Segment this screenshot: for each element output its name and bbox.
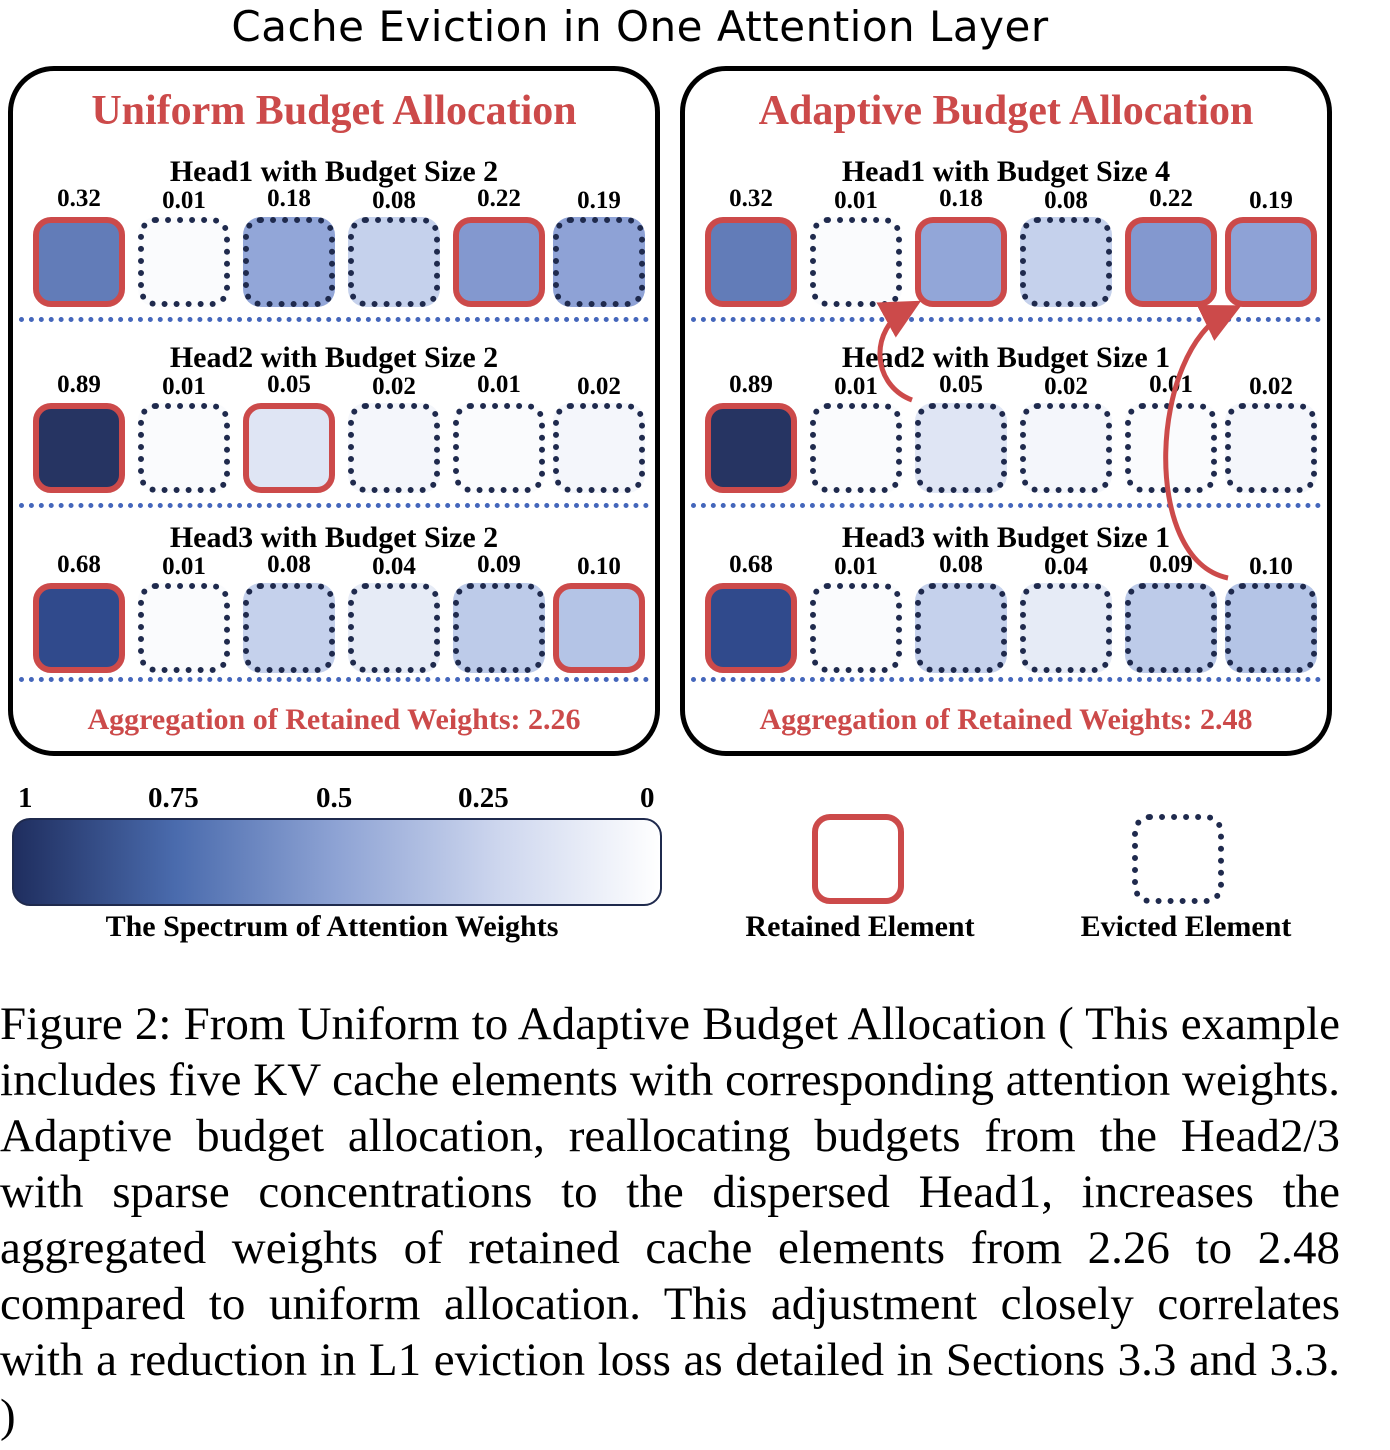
attention-weight-value: 0.01	[162, 553, 206, 580]
attention-weight-value: 0.01	[1149, 371, 1193, 398]
evicted-cache-element	[1125, 583, 1217, 673]
uniform-panel	[8, 66, 660, 756]
head1-label: Head1 with Budget Size 2	[169, 155, 499, 188]
evicted-cache-element	[453, 403, 545, 493]
attention-weight-value: 0.09	[1149, 551, 1193, 578]
attention-weight-value: 0.32	[57, 185, 101, 212]
attention-weight-value: 0.68	[729, 551, 773, 578]
evicted-cache-element	[915, 403, 1007, 493]
head2-label: Head2 with Budget Size 1	[841, 341, 1171, 374]
retained-cache-element	[1125, 217, 1217, 307]
evicted-legend-swatch	[1132, 814, 1224, 904]
evicted-cache-element	[1020, 217, 1112, 307]
head1-label: Head1 with Budget Size 4	[841, 155, 1171, 188]
attention-weight-value: 0.05	[939, 371, 983, 398]
attention-weight-value: 0.89	[57, 371, 101, 398]
head-separator	[691, 677, 1321, 682]
panel-title: Uniform Budget Allocation	[91, 88, 577, 134]
panel-title: Adaptive Budget Allocation	[758, 88, 1254, 134]
retained-cache-element	[33, 217, 125, 307]
evicted-cache-element	[348, 217, 440, 307]
head-separator	[19, 677, 649, 682]
head3-label: Head3 with Budget Size 2	[169, 521, 499, 554]
evicted-cache-element	[243, 583, 335, 673]
retained-cache-element	[705, 403, 797, 493]
attention-weight-value: 0.04	[372, 553, 416, 580]
attention-weight-value: 0.01	[834, 187, 878, 214]
attention-weight-value: 0.02	[1044, 373, 1088, 400]
attention-weight-value: 0.01	[162, 373, 206, 400]
head3-label: Head3 with Budget Size 1	[841, 521, 1171, 554]
attention-weight-value: 0.19	[577, 187, 621, 214]
attention-weight-value: 0.01	[162, 187, 206, 214]
retained-cache-element	[705, 583, 797, 673]
evicted-cache-element	[553, 217, 645, 307]
attention-weight-value: 0.68	[57, 551, 101, 578]
attention-weight-value: 0.01	[477, 371, 521, 398]
aggregation-label: Aggregation of Retained Weights: 2.48	[759, 703, 1253, 736]
attention-weight-value: 0.89	[729, 371, 773, 398]
attention-weight-value: 0.32	[729, 185, 773, 212]
attention-weight-value: 0.04	[1044, 553, 1088, 580]
figure-title: Cache Eviction in One Attention Layer	[231, 2, 1049, 51]
retained-cache-element	[453, 217, 545, 307]
attention-weight-value: 0.08	[939, 551, 983, 578]
evicted-cache-element	[138, 583, 230, 673]
attention-spectrum-bar	[12, 818, 662, 906]
attention-weight-value: 0.10	[577, 553, 621, 580]
evicted-cache-element	[1020, 403, 1112, 493]
retained-cache-element	[33, 583, 125, 673]
evicted-cache-element	[915, 583, 1007, 673]
retained-cache-element	[553, 583, 645, 673]
evicted-legend-label: Evicted Element	[1080, 910, 1292, 943]
attention-weight-value: 0.22	[477, 185, 521, 212]
attention-weight-value: 0.18	[267, 185, 311, 212]
evicted-cache-element	[453, 583, 545, 673]
spectrum-tick: 0.5	[316, 782, 353, 814]
attention-weight-value: 0.09	[477, 551, 521, 578]
evicted-cache-element	[810, 583, 902, 673]
spectrum-tick: 0	[640, 782, 655, 814]
adaptive-panel	[680, 66, 1332, 756]
attention-weight-value: 0.02	[1249, 373, 1293, 400]
figure-caption: Figure 2: From Uniform to Adaptive Budget Allocation ( This example includes five KV cache elements with corresponding attention weights. Adaptive budget allocation, reallocating budgets from the Head2/3 with sparse concentrations to the dispersed Head1, increases the aggregated weights of retained cache elements from 2.26 to 2.48 compared to uniform allocation. This adjustment closely correlates with a reduction in L1 eviction loss as detailed in Sections 3.3 and 3.3. )	[0, 998, 1340, 1442]
head2-label: Head2 with Budget Size 2	[169, 341, 499, 374]
head-separator	[691, 503, 1321, 508]
attention-weight-value: 0.02	[577, 373, 621, 400]
head-separator	[691, 317, 1321, 322]
evicted-cache-element	[138, 217, 230, 307]
evicted-cache-element	[348, 403, 440, 493]
head-separator	[19, 503, 649, 508]
aggregation-label: Aggregation of Retained Weights: 2.26	[87, 703, 581, 736]
evicted-cache-element	[348, 583, 440, 673]
attention-weight-value: 0.01	[834, 553, 878, 580]
evicted-cache-element	[810, 403, 902, 493]
attention-weight-value: 0.05	[267, 371, 311, 398]
attention-weight-value: 0.08	[267, 551, 311, 578]
attention-weight-value: 0.10	[1249, 553, 1293, 580]
evicted-cache-element	[138, 403, 230, 493]
attention-weight-value: 0.18	[939, 185, 983, 212]
attention-weight-value: 0.08	[1044, 187, 1088, 214]
spectrum-tick: 0.25	[458, 782, 509, 814]
spectrum-tick: 1	[18, 782, 33, 814]
retained-cache-element	[1225, 217, 1317, 307]
retained-cache-element	[705, 217, 797, 307]
retained-cache-element	[33, 403, 125, 493]
spectrum-label: The Spectrum of Attention Weights	[105, 910, 559, 943]
evicted-cache-element	[243, 217, 335, 307]
evicted-cache-element	[1225, 403, 1317, 493]
retained-legend-swatch	[812, 814, 904, 904]
retained-cache-element	[915, 217, 1007, 307]
attention-weight-value: 0.02	[372, 373, 416, 400]
evicted-cache-element	[1020, 583, 1112, 673]
evicted-cache-element	[1125, 403, 1217, 493]
evicted-cache-element	[810, 217, 902, 307]
attention-weight-value: 0.19	[1249, 187, 1293, 214]
retained-legend-label: Retained Element	[745, 910, 975, 943]
spectrum-tick: 0.75	[148, 782, 199, 814]
attention-weight-value: 0.08	[372, 187, 416, 214]
evicted-cache-element	[1225, 583, 1317, 673]
head-separator	[19, 317, 649, 322]
evicted-cache-element	[553, 403, 645, 493]
retained-cache-element	[243, 403, 335, 493]
attention-weight-value: 0.22	[1149, 185, 1193, 212]
attention-weight-value: 0.01	[834, 373, 878, 400]
